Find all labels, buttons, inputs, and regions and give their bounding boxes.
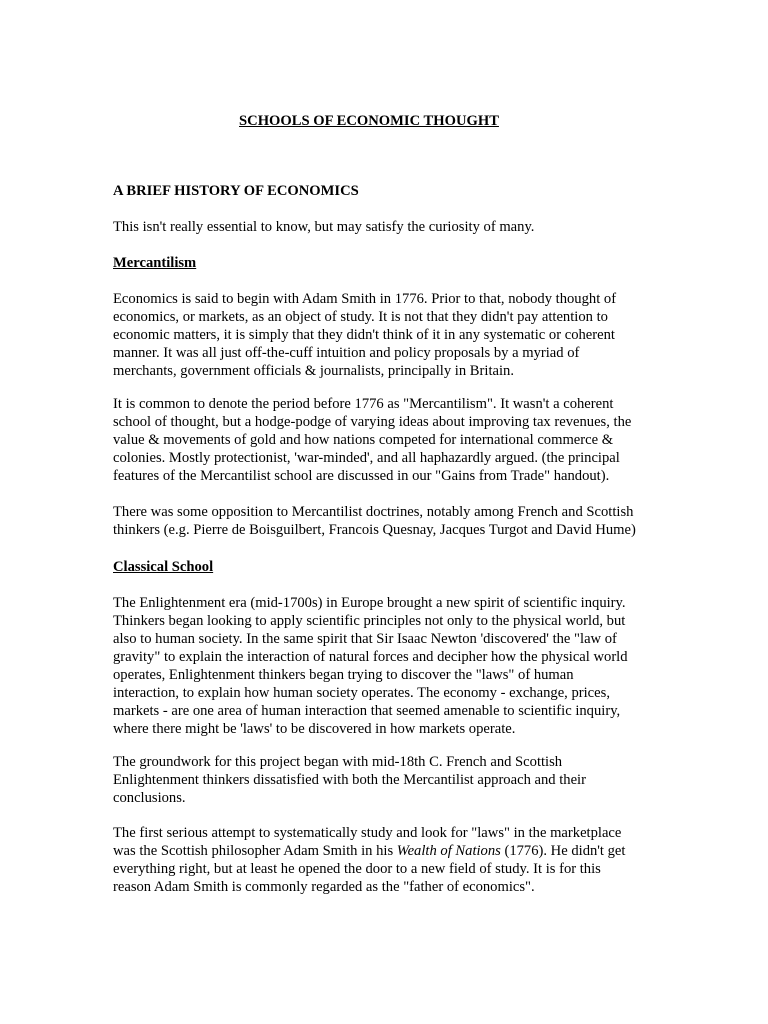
paragraph-line: merchants, government officials & journalists, principally in Britain. <box>113 363 514 379</box>
paragraph-line: manner. It was all just off-the-cuff intuition and policy proposals by a myriad of <box>113 345 580 361</box>
paragraph-line: Thinkers began looking to apply scientific principles not only to the physical world, but <box>113 613 626 629</box>
intro-paragraph <box>113 218 534 236</box>
classical-heading: Classical School <box>113 559 214 575</box>
paragraph-line: Economics is said to begin with Adam Smith in 1776. Prior to that, nobody thought of <box>113 291 617 307</box>
paragraph-line: colonies. Mostly protectionist, 'war-minded', and all haphazardly argued. (the principal <box>113 450 620 466</box>
mercantilism-heading: Mercantilism <box>113 255 197 271</box>
document-title: SCHOOLS OF ECONOMIC THOUGHT <box>239 113 499 129</box>
mercantilism-paragraph-2 <box>113 395 631 485</box>
paragraph-line: everything right, but at least he opened the door to a new field of study. It is for this <box>113 861 601 877</box>
classical-paragraph-3 <box>113 824 625 896</box>
paragraph-line: reason Adam Smith is commonly regarded as the "father of economics". <box>113 879 535 895</box>
paragraph-line: interaction, to explain how human society operates. The economy - exchange, prices, <box>113 685 610 701</box>
text-run: was the Scottish philosopher Adam Smith in his <box>113 843 397 859</box>
mercantilism-paragraph-3 <box>113 503 636 539</box>
paragraph-line-with-italic <box>113 842 625 860</box>
paragraph-line: economic matters, it is simply that they didn't think of it in any systematic or coherent <box>113 327 615 343</box>
paragraph-line: thinkers (e.g. Pierre de Boisguilbert, Francois Quesnay, Jacques Turgot and David Hume) <box>113 522 636 538</box>
paragraph-line: The first serious attempt to systematically study and look for "laws" in the marketplace <box>113 825 622 841</box>
text-run: (1776). He didn't get <box>500 843 626 859</box>
paragraph-line: This isn't really essential to know, but may satisfy the curiosity of many. <box>113 219 535 235</box>
section-heading: A BRIEF HISTORY OF ECONOMICS <box>113 183 359 199</box>
mercantilism-paragraph-1 <box>113 290 616 380</box>
classical-paragraph-2 <box>113 753 586 807</box>
paragraph-line: where there might be 'laws' to be discovered in how markets operate. <box>113 721 516 737</box>
book-title: Wealth of Nations <box>396 843 501 859</box>
paragraph-line: Enlightenment thinkers dissatisfied with both the Mercantilist approach and their <box>113 772 586 788</box>
paragraph-line: value & movements of gold and how nations competed for international commerce & <box>113 432 614 448</box>
paragraph-line: also to human society. In the same spirit that Sir Isaac Newton 'discovered' the "law of <box>113 631 617 647</box>
paragraph-line: economics, or markets, as an object of study. It is not that they didn't pay attention to <box>113 309 608 325</box>
paragraph-line: The groundwork for this project began with mid-18th C. French and Scottish <box>113 754 563 770</box>
paragraph-line: It is common to denote the period before 1776 as "Mercantilism". It wasn't a coherent <box>113 396 614 412</box>
paragraph-line: school of thought, but a hodge-podge of varying ideas about improving tax revenues, the <box>113 414 632 430</box>
classical-paragraph-1 <box>113 594 628 738</box>
paragraph-line: features of the Mercantilist school are discussed in our "Gains from Trade" handout). <box>113 468 610 484</box>
paragraph-line: markets - are one area of human interaction that seemed amenable to scientific inquiry, <box>113 703 621 719</box>
paragraph-line: conclusions. <box>113 790 186 806</box>
paragraph-line: gravity" to explain the interaction of natural forces and decipher how the physical world <box>113 649 628 665</box>
paragraph-line: There was some opposition to Mercantilist doctrines, notably among French and Scottish <box>113 504 634 520</box>
paragraph-line: The Enlightenment era (mid-1700s) in Europe brought a new spirit of scientific inquiry. <box>113 595 626 611</box>
paragraph-line: operates, Enlightenment thinkers began trying to discover the "laws" of human <box>113 667 574 683</box>
